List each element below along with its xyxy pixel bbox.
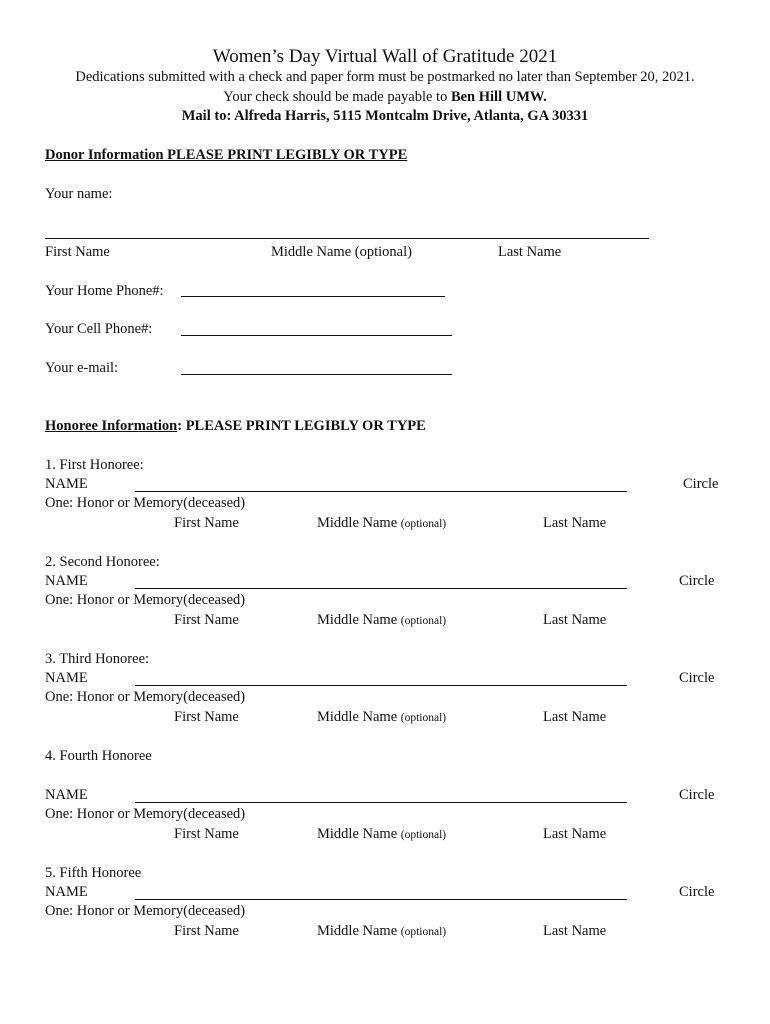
honoree-title: 3. Third Honoree: [45, 651, 150, 667]
optional-text: (optional) [400, 615, 447, 627]
donor-last-name-label: Last Name [498, 244, 562, 260]
honoree-name-line[interactable] [135, 685, 627, 686]
honor-memory-choice[interactable]: One: Honor or Memory(deceased) [45, 689, 246, 705]
honoree-title: 1. First Honoree: [45, 457, 144, 473]
middle-name-text: Middle Name [317, 612, 401, 628]
honoree-middle-name-label [317, 515, 446, 532]
honoree-name-label: NAME [45, 573, 88, 589]
honor-memory-choice[interactable]: One: Honor or Memory(deceased) [45, 806, 246, 822]
honoree-last-name-label: Last Name [543, 612, 607, 628]
honoree-middle-name-label [317, 612, 446, 629]
middle-name-text: Middle Name [317, 515, 401, 531]
home-phone-line[interactable] [181, 296, 445, 297]
honor-memory-choice[interactable]: One: Honor or Memory(deceased) [45, 592, 246, 608]
email-line[interactable] [181, 374, 452, 375]
honoree-middle-name-label [317, 826, 446, 843]
optional-text: (optional) [400, 712, 447, 724]
honoree-circle-label: Circle [679, 670, 715, 686]
honoree-circle-label: Circle [679, 884, 715, 900]
honoree-middle-name-label [317, 709, 446, 726]
middle-name-text: Middle Name [317, 923, 401, 939]
middle-name-text: Middle Name [317, 826, 401, 842]
honoree-middle-name-label [317, 923, 446, 940]
payable-notice [0, 89, 770, 106]
donor-heading: Donor Information PLEASE PRINT LEGIBLY OR TYPE [45, 147, 408, 163]
honoree-name-line[interactable] [135, 491, 627, 492]
honoree-heading-rest: : PLEASE PRINT LEGIBLY OR TYPE [177, 418, 426, 434]
honoree-circle-label: Circle [679, 573, 715, 589]
email-label: Your e-mail: [45, 360, 119, 376]
payee-name: Ben Hill UMW. [450, 89, 547, 105]
optional-text: (optional) [400, 926, 447, 938]
postmark-notice: Dedications submitted with a check and paper form must be postmarked no later than September 20, 2021. [75, 69, 695, 85]
honoree-name-label: NAME [45, 476, 88, 492]
form-title: Women’s Day Virtual Wall of Gratitude 2021 [212, 46, 558, 67]
honoree-name-label: NAME [45, 670, 88, 686]
honoree-last-name-label: Last Name [543, 923, 607, 939]
donor-name-line[interactable] [45, 238, 649, 239]
honoree-name-label: NAME [45, 884, 88, 900]
honoree-name-line[interactable] [135, 802, 627, 803]
cell-phone-line[interactable] [181, 335, 452, 336]
honoree-title: 5. Fifth Honoree [45, 865, 142, 881]
optional-text: (optional) [400, 518, 447, 530]
honoree-first-name-label: First Name [174, 826, 239, 842]
honoree-name-label: NAME [45, 787, 88, 803]
honor-memory-choice[interactable]: One: Honor or Memory(deceased) [45, 903, 246, 919]
honor-memory-choice[interactable]: One: Honor or Memory(deceased) [45, 495, 246, 511]
donor-first-name-label: First Name [45, 244, 110, 260]
honoree-last-name-label: Last Name [543, 515, 607, 531]
mailing-address: Mail to: Alfreda Harris, 5115 Montcalm Drive, Atlanta, GA 30331 [181, 108, 589, 124]
honoree-circle-label: Circle [679, 787, 715, 803]
honoree-heading-underlined: Honoree Information [45, 418, 178, 434]
honoree-first-name-label: First Name [174, 612, 239, 628]
middle-name-text: Middle Name [317, 709, 401, 725]
honoree-title: 4. Fourth Honoree [45, 748, 152, 764]
cell-phone-label: Your Cell Phone#: [45, 321, 153, 337]
optional-text: (optional) [400, 829, 447, 841]
home-phone-label: Your Home Phone#: [45, 283, 164, 299]
honoree-name-line[interactable] [135, 899, 627, 900]
payable-text: Your check should be made payable to [223, 89, 451, 105]
honoree-last-name-label: Last Name [543, 709, 607, 725]
honoree-circle-label: Circle [683, 476, 719, 492]
your-name-label: Your name: [45, 186, 113, 202]
donor-middle-name-label: Middle Name (optional) [271, 244, 412, 260]
honoree-heading [45, 418, 426, 435]
honoree-title: 2. Second Honoree: [45, 554, 160, 570]
honoree-last-name-label: Last Name [543, 826, 607, 842]
honoree-name-line[interactable] [135, 588, 627, 589]
honoree-first-name-label: First Name [174, 923, 239, 939]
honoree-first-name-label: First Name [174, 709, 239, 725]
honoree-first-name-label: First Name [174, 515, 239, 531]
